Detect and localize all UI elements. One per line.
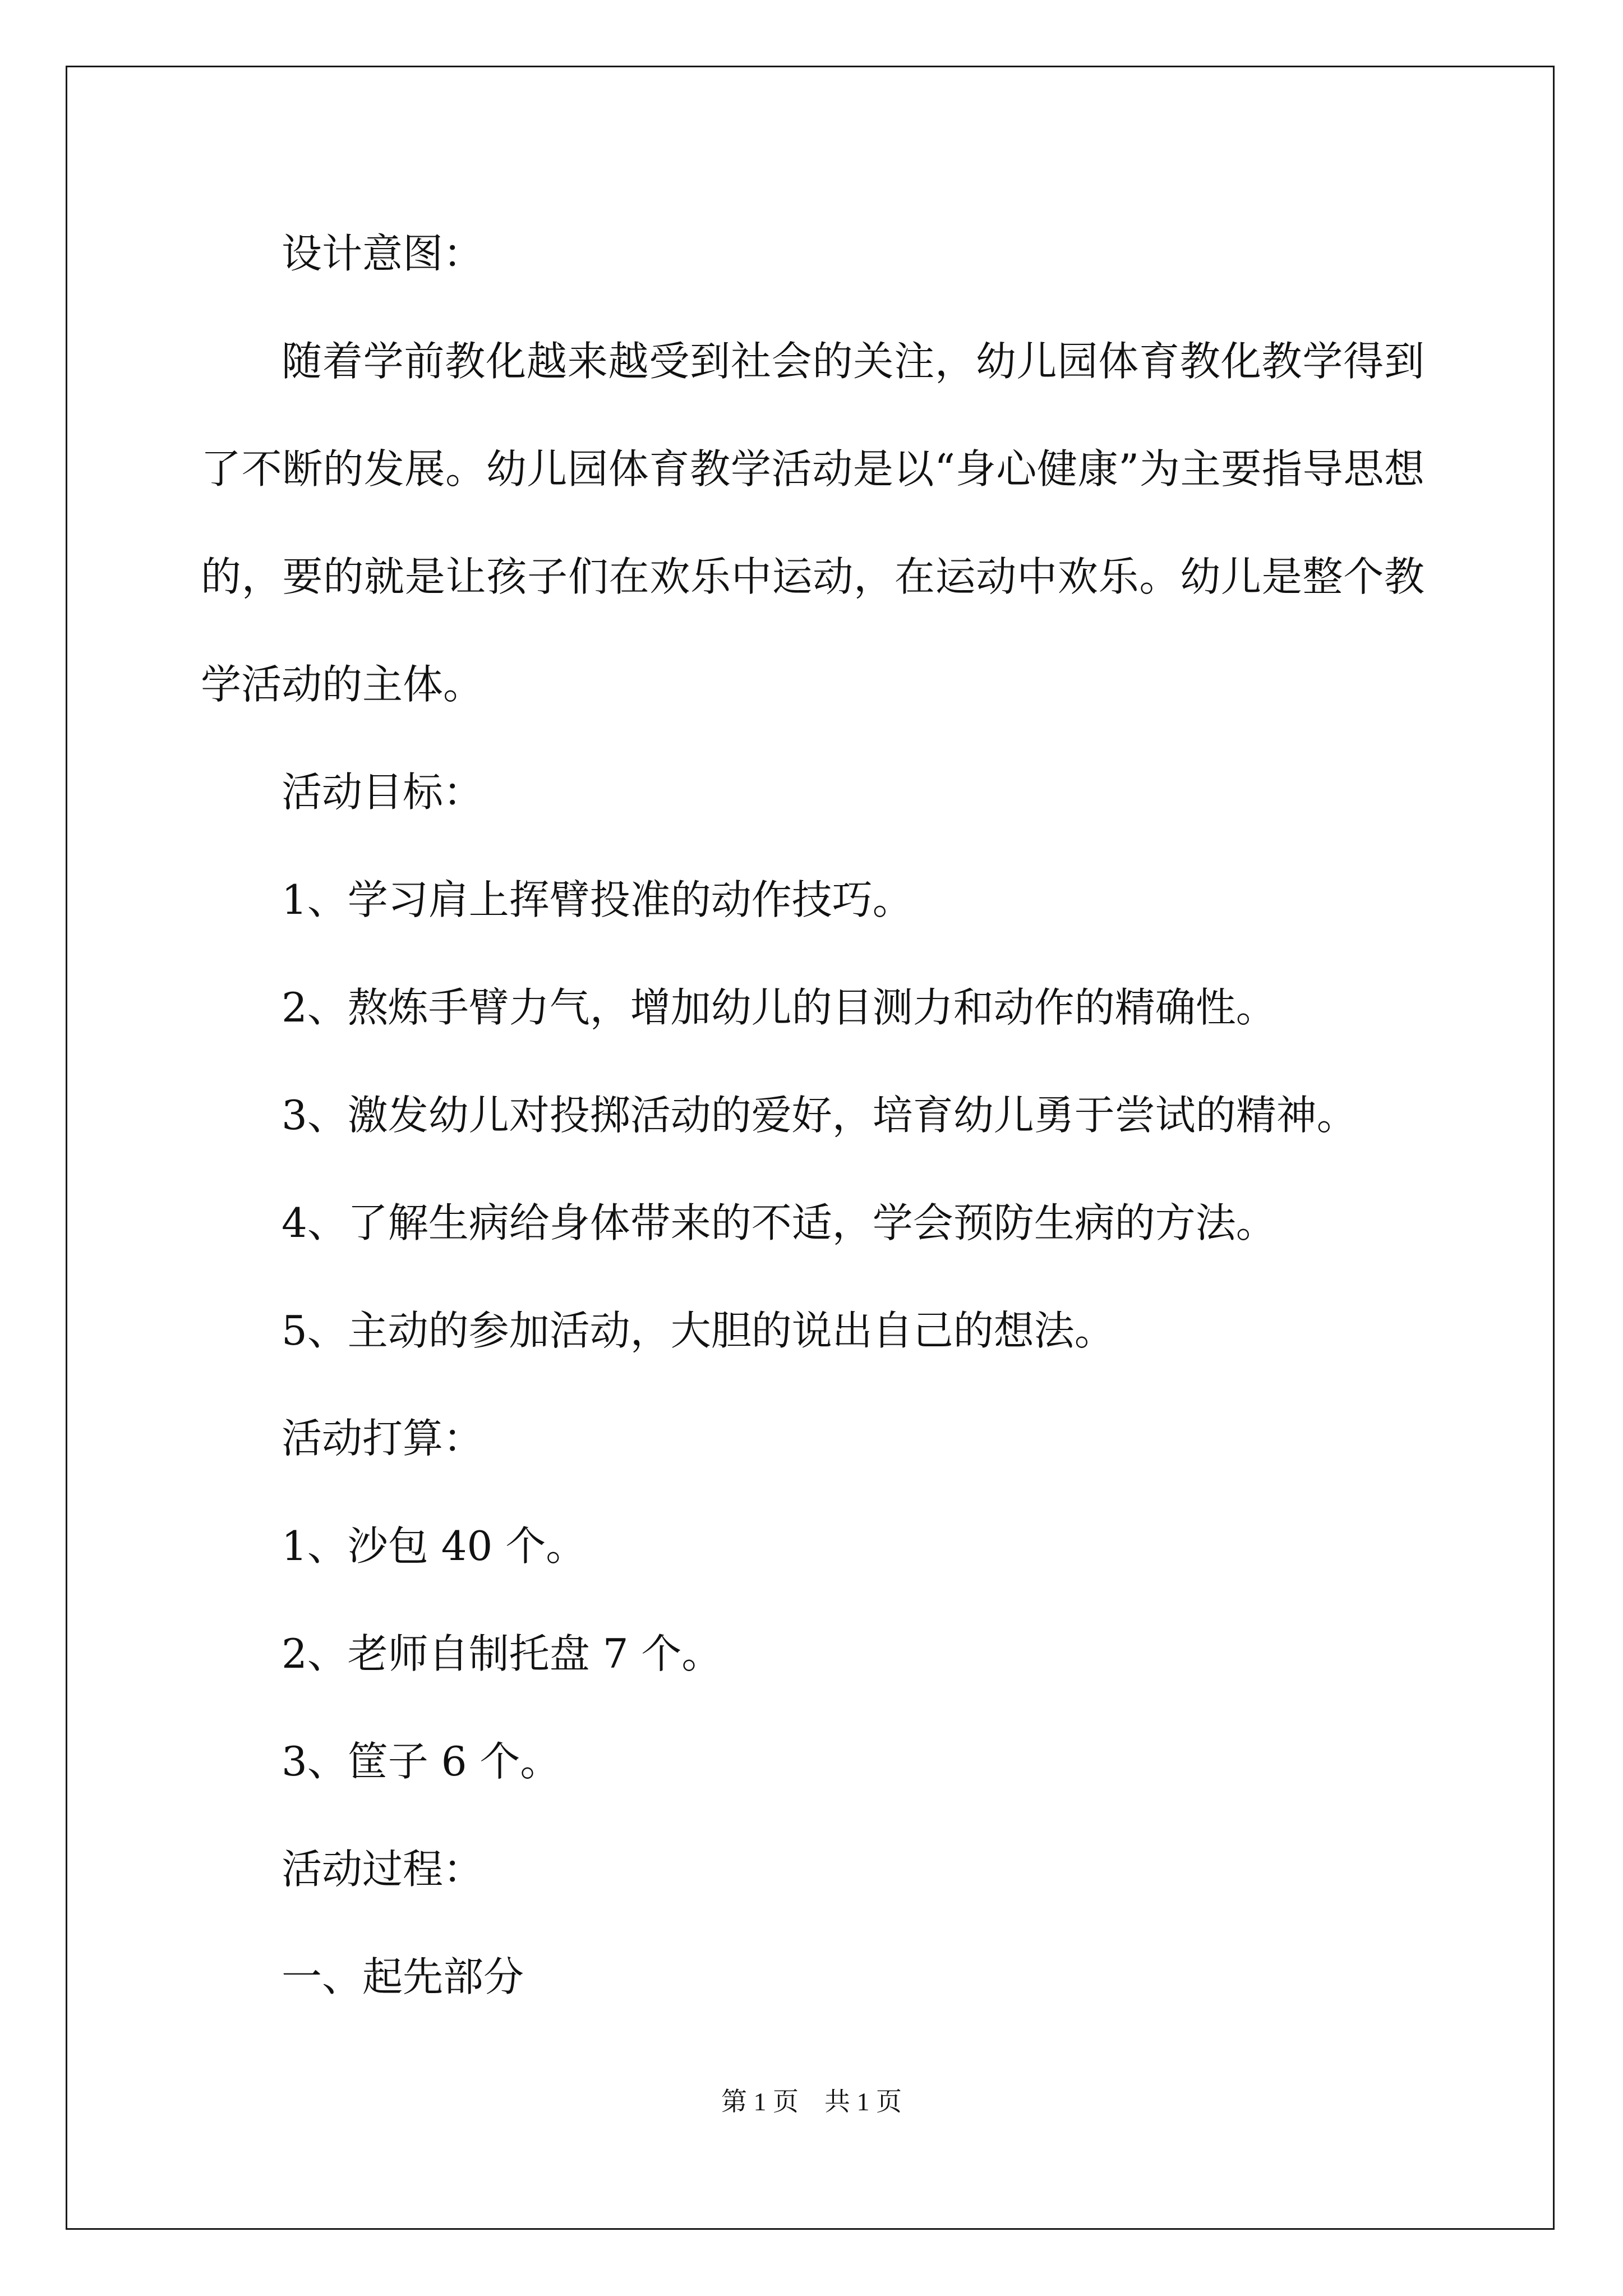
- intro-paragraph: 随着学前教化越来越受到社会的关注，幼儿园体育教化教学得到了不断的发展。幼儿园体育教学活动是以“身心健康”为主要指导思想的，要的就是让孩子们在欢乐中运动，在运动中欢乐。幼儿是整个教学活动的主体。: [201, 338, 1424, 708]
- preparation-item: 3、筐子 6 个。: [282, 1738, 561, 1785]
- goal-item: 4、了解生病给身体带来的不适，学会预防生病的方法。: [282, 1199, 1276, 1246]
- process-section-title: 一、起先部分: [282, 1953, 524, 2000]
- document-body: [201, 220, 1424, 2051]
- heading-preparation: 活动打算：: [282, 1415, 484, 1462]
- goal-item: 1、学习肩上挥臂投准的动作技巧。: [282, 876, 913, 923]
- preparation-item: 1、沙包 40 个。: [282, 1522, 587, 1570]
- intro-paragraph-block: [201, 307, 1424, 738]
- heading-goals: 活动目标：: [282, 769, 484, 816]
- page-footer: 第 1 页 共 1 页: [721, 2087, 902, 2116]
- goal-item: 3、激发幼儿对投掷活动的爱好，培育幼儿勇于尝试的精神。: [282, 1092, 1357, 1139]
- goal-item: 2、熬炼手臂力气，增加幼儿的目测力和动作的精确性。: [282, 984, 1276, 1031]
- goal-item: 5、主动的参加活动，大胆的说出自己的想法。: [282, 1307, 1115, 1354]
- preparation-item: 2、老师自制托盘 7 个。: [282, 1630, 722, 1677]
- heading-design-intent: 设计意图：: [282, 230, 484, 277]
- heading-process: 活动过程：: [282, 1846, 484, 1893]
